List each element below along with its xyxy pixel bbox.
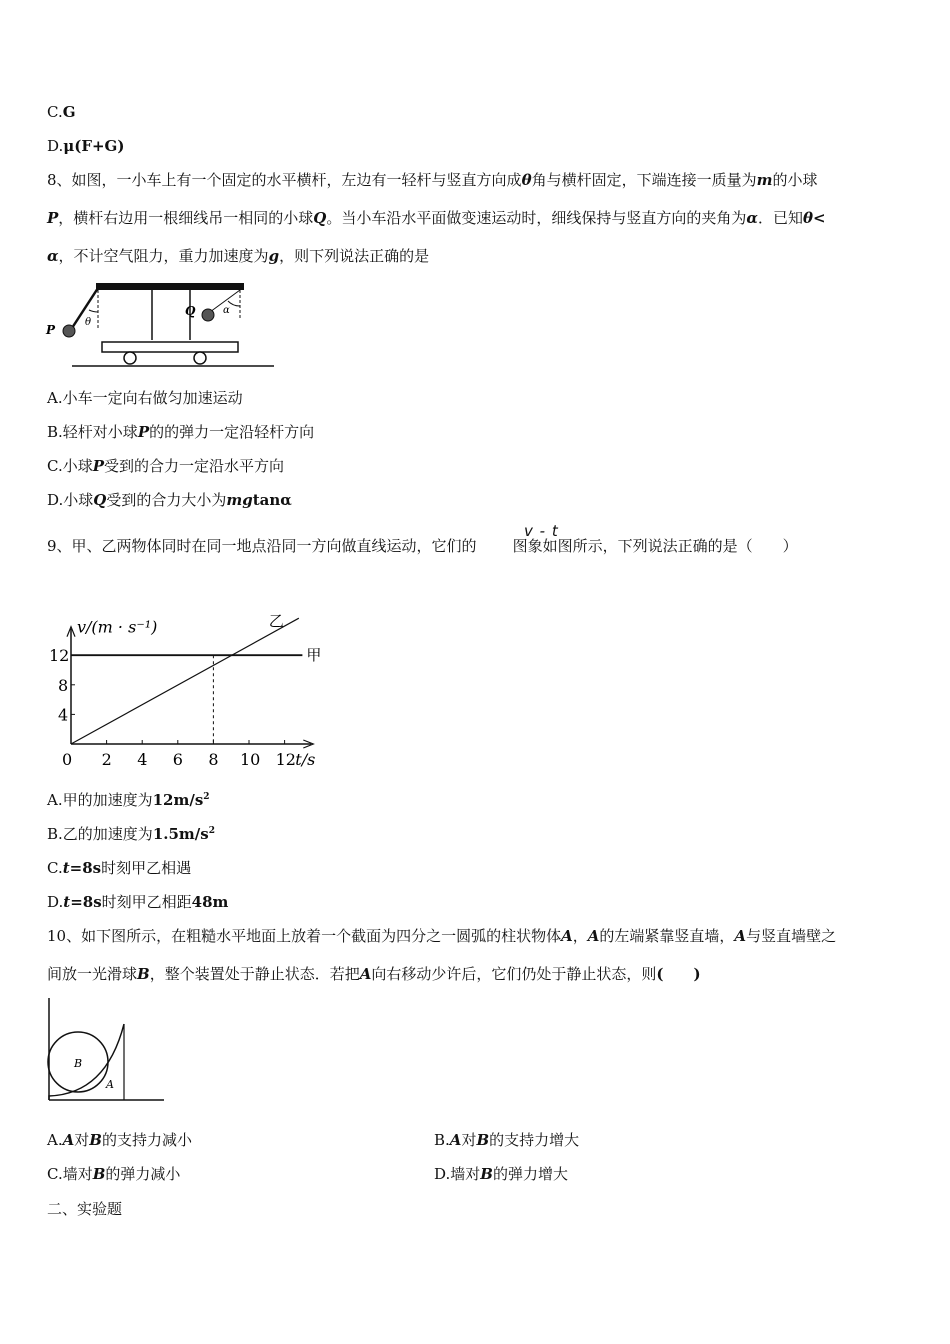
q10-option-d: D.墙对B的弹力增大: [434, 1165, 568, 1183]
q8-cart-diagram: [42, 278, 282, 378]
section-heading: 二、实验题: [47, 1200, 123, 1218]
series-line-yi: [71, 618, 299, 744]
q7-option-d: D.μ(F+G): [47, 137, 125, 155]
ball-q: [202, 309, 214, 321]
label-q: Q: [185, 304, 196, 318]
label-theta: θ: [85, 317, 92, 328]
series-label-yi: 乙: [268, 612, 284, 631]
x-tick-label: 6: [172, 750, 183, 769]
q10-wall-ball-diagram: [44, 996, 169, 1104]
y-tick-label: 12: [49, 646, 70, 666]
x-tick-label: 8: [208, 750, 219, 769]
q9-option-c: C.t=8s时刻甲乙相遇: [47, 859, 192, 877]
y-tick-label: 4: [58, 705, 69, 725]
q9-option-a: A.甲的加速度为$12m/s^2$: [47, 791, 210, 809]
label-alpha: α: [223, 305, 230, 316]
q8-stem-line3: α，不计空气阻力，重力加速度为g，则下列说法正确的是: [47, 247, 430, 265]
x-tick-label: 2: [101, 750, 112, 769]
q10-option-b: B.A对B的支持力增大: [434, 1131, 580, 1149]
q10-stem-line2: 间放一光滑球B，整个装置处于静止状态．若把A向右移动少许后，它们仍处于静止状态，则( ): [47, 965, 701, 983]
alpha-arc: [228, 301, 240, 306]
q10-option-a: A.A对B的支持力减小: [47, 1131, 192, 1149]
wheel-right: [194, 352, 206, 364]
q7-option-c: C.G: [47, 103, 76, 121]
vt-symbol: v - t: [524, 522, 559, 540]
q8-option-c: C.小球P受到的合力一定沿水平方向: [47, 457, 285, 475]
label-p: P: [46, 323, 56, 337]
x-tick-label: 0: [62, 750, 73, 769]
q9-option-d: D.t=8s时刻甲乙相距48m: [47, 893, 229, 911]
q8-option-a: A.小车一定向右做匀加速运动: [47, 389, 243, 407]
x-tick-label: 12: [275, 750, 296, 769]
vt-chart: [40, 580, 340, 780]
q8-option-b: B.轻杆对小球P的的弹力一定沿轻杆方向: [47, 423, 315, 441]
q10-stem-line1: 10、如下图所示，在粗糙水平地面上放着一个截面为四分之一圆弧的柱状物体A，A的左端紧靠竖直墙，A与竖直墙壁之: [47, 927, 837, 945]
ball-p: [63, 325, 75, 337]
x-tick-label: 4: [137, 750, 148, 769]
q8-option-d: D.小球Q受到的合力大小为mgtanα: [47, 491, 292, 509]
cart-body: [102, 342, 238, 352]
q10-option-c: C.墙对B的弹力减小: [47, 1165, 181, 1183]
q8-stem-line1: 8、如图，一小车上有一个固定的水平横杆，左边有一轻杆与竖直方向成θ角与横杆固定，下端连接一质量为m的小球: [47, 171, 818, 189]
q9-option-b: B.乙的加速度为$1.5m/s^2$: [47, 825, 215, 843]
y-axis-label: v/(m · s⁻¹): [77, 617, 158, 637]
x-tick-label: 10: [240, 750, 261, 769]
label-a: A: [106, 1078, 114, 1091]
series-label-jia: 甲: [306, 646, 322, 665]
theta-arc: [89, 310, 98, 312]
x-axis-label: t/s: [295, 750, 316, 769]
q8-stem-line2: P，横杆右边用一根细线吊一相同的小球Q。当小车沿水平面做变速运动时，细线保持与竖直方向的夹角为α．已知θ<: [47, 209, 826, 227]
label-b: B: [74, 1057, 83, 1070]
q9-stem: 9、甲、乙两物体同时在同一地点沿同一方向做直线运动，它们的 图象如图所示，下列说法正确的是（ ）: [47, 537, 798, 555]
horizontal-bar: [96, 283, 244, 290]
wheel-left: [124, 352, 136, 364]
y-tick-label: 8: [58, 675, 69, 695]
